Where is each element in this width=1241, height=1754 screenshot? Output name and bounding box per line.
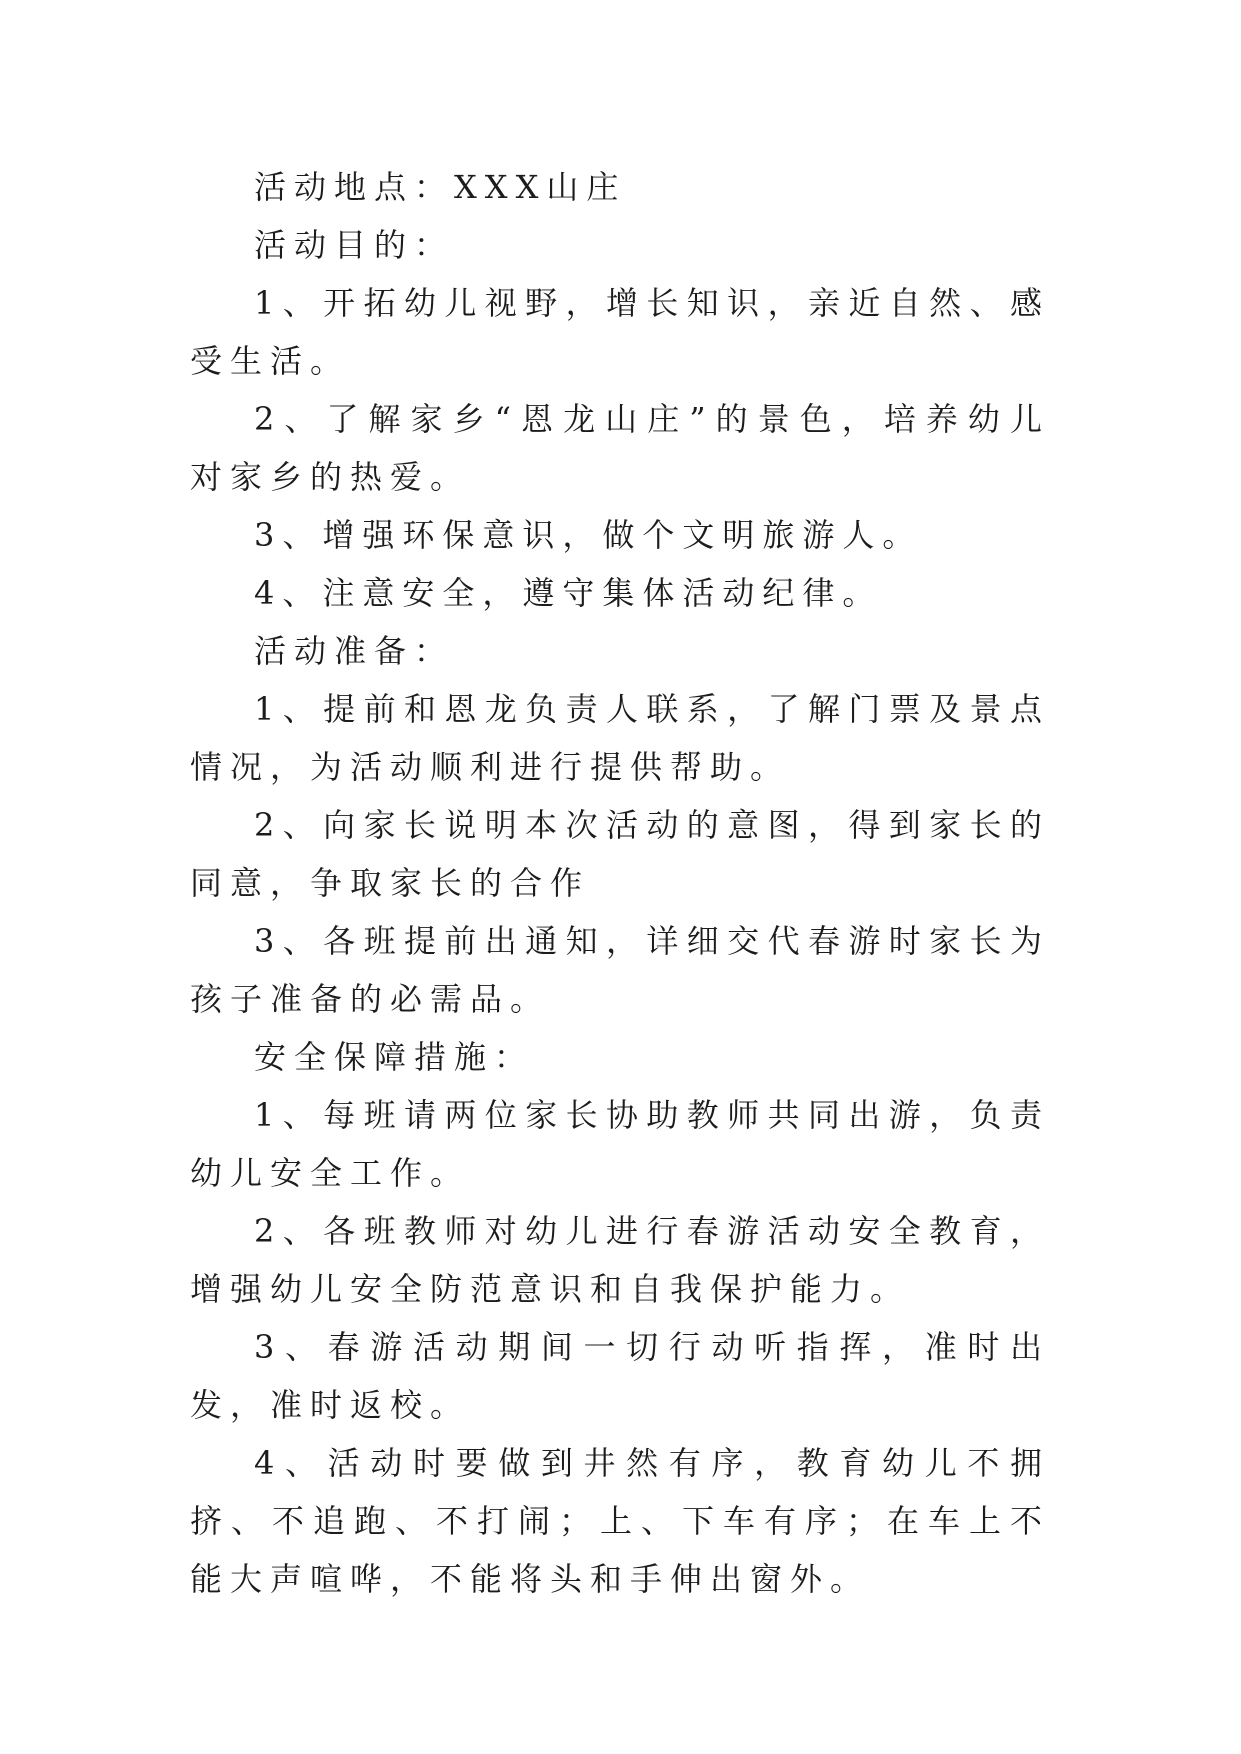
paragraph-location: 活动地点：XXX山庄	[254, 168, 627, 206]
paragraph-safety-heading: 安全保障措施：	[254, 1038, 535, 1076]
paragraph-purpose-1: 1、开拓幼儿视野，增长知识，亲近自然、感受生活。	[190, 284, 1050, 380]
document-body	[190, 158, 1050, 1608]
paragraph-purpose-3: 3、增强环保意识，做个文明旅游人。	[254, 516, 923, 554]
paragraph-purpose-4: 4、注意安全，遵守集体活动纪律。	[254, 574, 883, 612]
paragraph-preparation-heading: 活动准备：	[254, 632, 455, 670]
paragraph-preparation-3: 3、各班提前出通知，详细交代春游时家长为孩子准备的必需品。	[190, 922, 1050, 1018]
paragraph-purpose-2: 2、了解家乡“恩龙山庄”的景色，培养幼儿对家乡的热爱。	[190, 400, 1050, 496]
paragraph-preparation-1: 1、提前和恩龙负责人联系，了解门票及景点情况，为活动顺利进行提供帮助。	[190, 690, 1050, 786]
paragraph-safety-4: 4、活动时要做到井然有序，教育幼儿不拥挤、不追跑、不打闹；上、下车有序；在车上不能大声喧哗，不能将头和手伸出窗外。	[190, 1444, 1050, 1598]
paragraph-safety-1: 1、每班请两位家长协助教师共同出游，负责幼儿安全工作。	[190, 1096, 1050, 1192]
paragraph-safety-2: 2、各班教师对幼儿进行春游活动安全教育，增强幼儿安全防范意识和自我保护能力。	[190, 1212, 1050, 1308]
paragraph-safety-3: 3、春游活动期间一切行动听指挥，准时出发，准时返校。	[190, 1328, 1050, 1424]
paragraph-purpose-heading: 活动目的：	[254, 226, 455, 264]
paragraph-preparation-2: 2、向家长说明本次活动的意图，得到家长的同意，争取家长的合作	[190, 806, 1050, 902]
